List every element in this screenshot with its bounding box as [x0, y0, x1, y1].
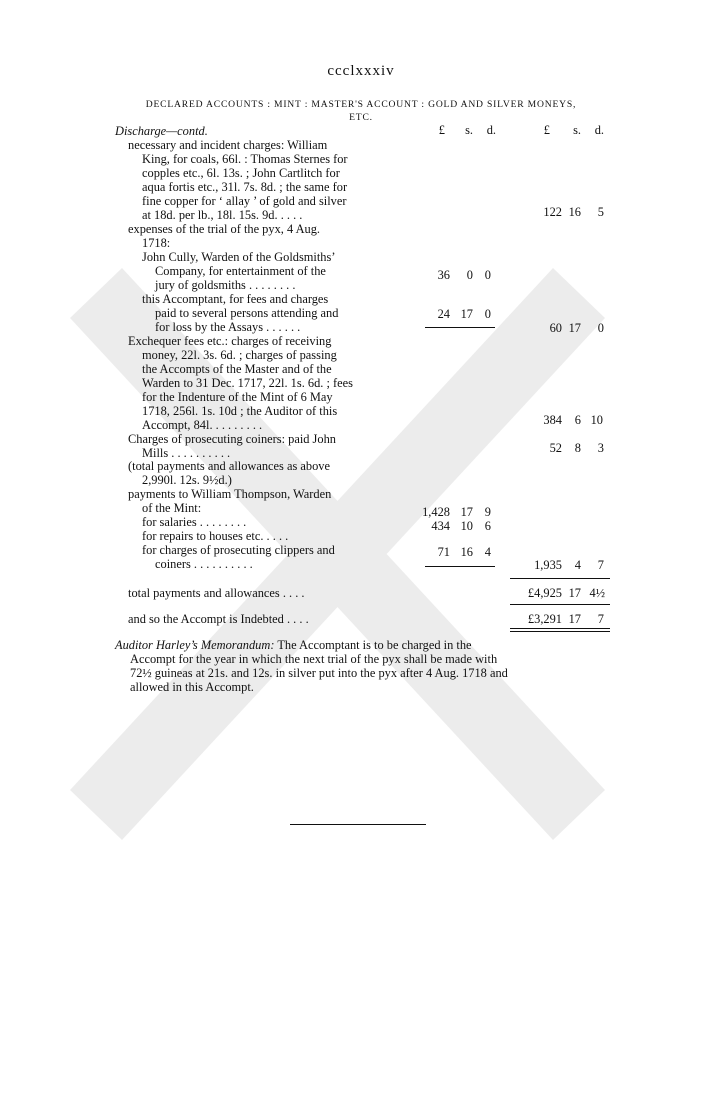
memorandum-lead: Auditor Harley’s Memorandum:: [115, 638, 275, 652]
amount-pounds: 36: [437, 268, 450, 282]
col-header-pounds-total: £: [543, 123, 550, 137]
entry-text: copples etc., 6l. 13s. ; John Cartlitch for: [142, 166, 340, 180]
col-header-pence-total: d.: [594, 123, 604, 137]
indebted-pounds: £3,291: [527, 612, 562, 626]
entry-text: fine copper for ‘ allay ’ of gold and silver: [142, 194, 347, 208]
amount-pounds: 384: [543, 413, 562, 427]
entry-text: Charges of prosecuting coiners: paid John: [128, 432, 336, 446]
amount-shillings: 17: [460, 505, 473, 519]
entry-text: at 18d. per lb., 18l. 15s. 9d. . . . .: [142, 208, 303, 222]
section-title: Discharge—contd.: [115, 124, 208, 138]
amount-shillings: 17: [568, 321, 581, 335]
entry-text: expenses of the trial of the pyx, 4 Aug.: [128, 222, 321, 236]
indebted-shillings: 17: [568, 612, 581, 626]
amount-shillings: 8: [574, 441, 581, 455]
memorandum-line: allowed in this Accompt.: [130, 680, 254, 694]
page-number: ccclxxxiv: [327, 63, 395, 79]
amount-pence: 0: [484, 307, 491, 321]
entry-text: for salaries . . . . . . . .: [142, 515, 247, 529]
total-payments-pounds: £4,925: [527, 586, 562, 600]
page-end-rule: [290, 824, 426, 825]
amount-pence: 4: [484, 545, 491, 559]
amount-pence: 9: [484, 505, 491, 519]
memorandum-line: [115, 638, 472, 652]
total-payments-label: total payments and allowances . . . .: [128, 586, 305, 600]
amount-pence: 10: [590, 413, 603, 427]
amount-shillings: 0: [466, 268, 473, 282]
total-rule: [510, 604, 610, 605]
amount-shillings: 6: [574, 413, 581, 427]
col-header-pence: d.: [486, 123, 496, 137]
memorandum-text: The Accomptant is to be charged in the: [277, 638, 472, 652]
amount-pence: 0: [484, 268, 491, 282]
amount-pence: 6: [484, 519, 491, 533]
indebted-pence: 7: [597, 612, 604, 626]
col-header-pounds: £: [438, 123, 445, 137]
amount-shillings: 10: [460, 519, 473, 533]
col-header-shillings: s.: [465, 123, 473, 137]
amount-shillings: 16: [568, 205, 581, 219]
indebted-label: and so the Accompt is Indebted . . . .: [128, 612, 309, 626]
double-rule-bottom: [510, 631, 610, 632]
entry-text: aqua fortis etc., 31l. 7s. 8d. ; the same for: [142, 180, 348, 194]
entry-text: payments to William Thompson, Warden: [128, 487, 332, 501]
col-header-shillings-total: s.: [573, 123, 581, 137]
entry-text: 2,990l. 12s. 9½d.): [142, 473, 232, 487]
entry-text: Exchequer fees etc.: charges of receiving: [128, 334, 332, 348]
entry-text: 1718, 256l. 1s. 10d ; the Auditor of this: [142, 404, 338, 418]
total-payments-pence: 4½: [589, 586, 605, 600]
entry-text: money, 22l. 3s. 6d. ; charges of passing: [142, 348, 337, 362]
amount-pence: 7: [597, 558, 604, 572]
entry-text: for loss by the Assays . . . . . .: [155, 320, 301, 334]
amount-pounds: 60: [549, 321, 562, 335]
entry-text: coiners . . . . . . . . . .: [155, 557, 253, 571]
entry-text: for charges of prosecuting clippers and: [142, 543, 335, 557]
entry-text: the Accompts of the Master and of the: [142, 362, 332, 376]
entry-text: (total payments and allowances as above: [128, 459, 330, 473]
memorandum-line: 72½ guineas at 21s. and 12s. in silver put into the pyx after 4 Aug. 1718 and: [130, 666, 508, 680]
entry-text: paid to several persons attending and: [155, 306, 339, 320]
total-payments-shillings: 17: [568, 586, 581, 600]
amount-pounds: 434: [431, 519, 450, 533]
entry-text: John Cully, Warden of the Goldsmiths’: [142, 250, 336, 264]
entry-text: Mills . . . . . . . . . .: [142, 446, 231, 460]
double-rule-top: [510, 628, 610, 629]
amount-shillings: 17: [460, 307, 473, 321]
amount-pence: 5: [597, 205, 604, 219]
amount-pounds: 71: [437, 545, 450, 559]
amount-pence: 3: [597, 441, 604, 455]
entry-text: for repairs to houses etc. . . . .: [142, 529, 289, 543]
entry-text: 1718:: [142, 236, 171, 250]
entry-text: King, for coals, 66l. : Thomas Sternes for: [142, 152, 348, 166]
entry-text: Company, for entertainment of the: [155, 264, 326, 278]
amount-pounds: 52: [549, 441, 562, 455]
entry-text: jury of goldsmiths . . . . . . . .: [155, 278, 296, 292]
running-header-cont: ETC.: [349, 112, 373, 123]
entry-text: necessary and incident charges: William: [128, 138, 328, 152]
amount-pounds: 24: [437, 307, 450, 321]
entry-text: this Accomptant, for fees and charges: [142, 292, 329, 306]
subtotal-rule: [425, 327, 495, 328]
amount-pence: 0: [597, 321, 604, 335]
entry-text: for the Indenture of the Mint of 6 May: [142, 390, 333, 404]
memorandum-line: Accompt for the year in which the next trial of the pyx shall be made with: [130, 652, 498, 666]
subtotal-rule: [425, 566, 495, 567]
amount-shillings: 4: [574, 558, 581, 572]
entry-text: Accompt, 84l. . . . . . . . .: [142, 418, 263, 432]
amount-pounds: 1,428: [422, 505, 450, 519]
total-rule: [510, 578, 610, 579]
entry-text: of the Mint:: [142, 501, 202, 515]
amount-pounds: 122: [543, 205, 562, 219]
entry-text: Warden to 31 Dec. 1717, 22l. 1s. 6d. ; fees: [142, 376, 353, 390]
running-header: DECLARED ACCOUNTS : MINT : MASTER'S ACCOUNT : GOLD AND SILVER MONEYS,: [145, 99, 577, 110]
amount-pounds: 1,935: [534, 558, 562, 572]
amount-shillings: 16: [460, 545, 473, 559]
